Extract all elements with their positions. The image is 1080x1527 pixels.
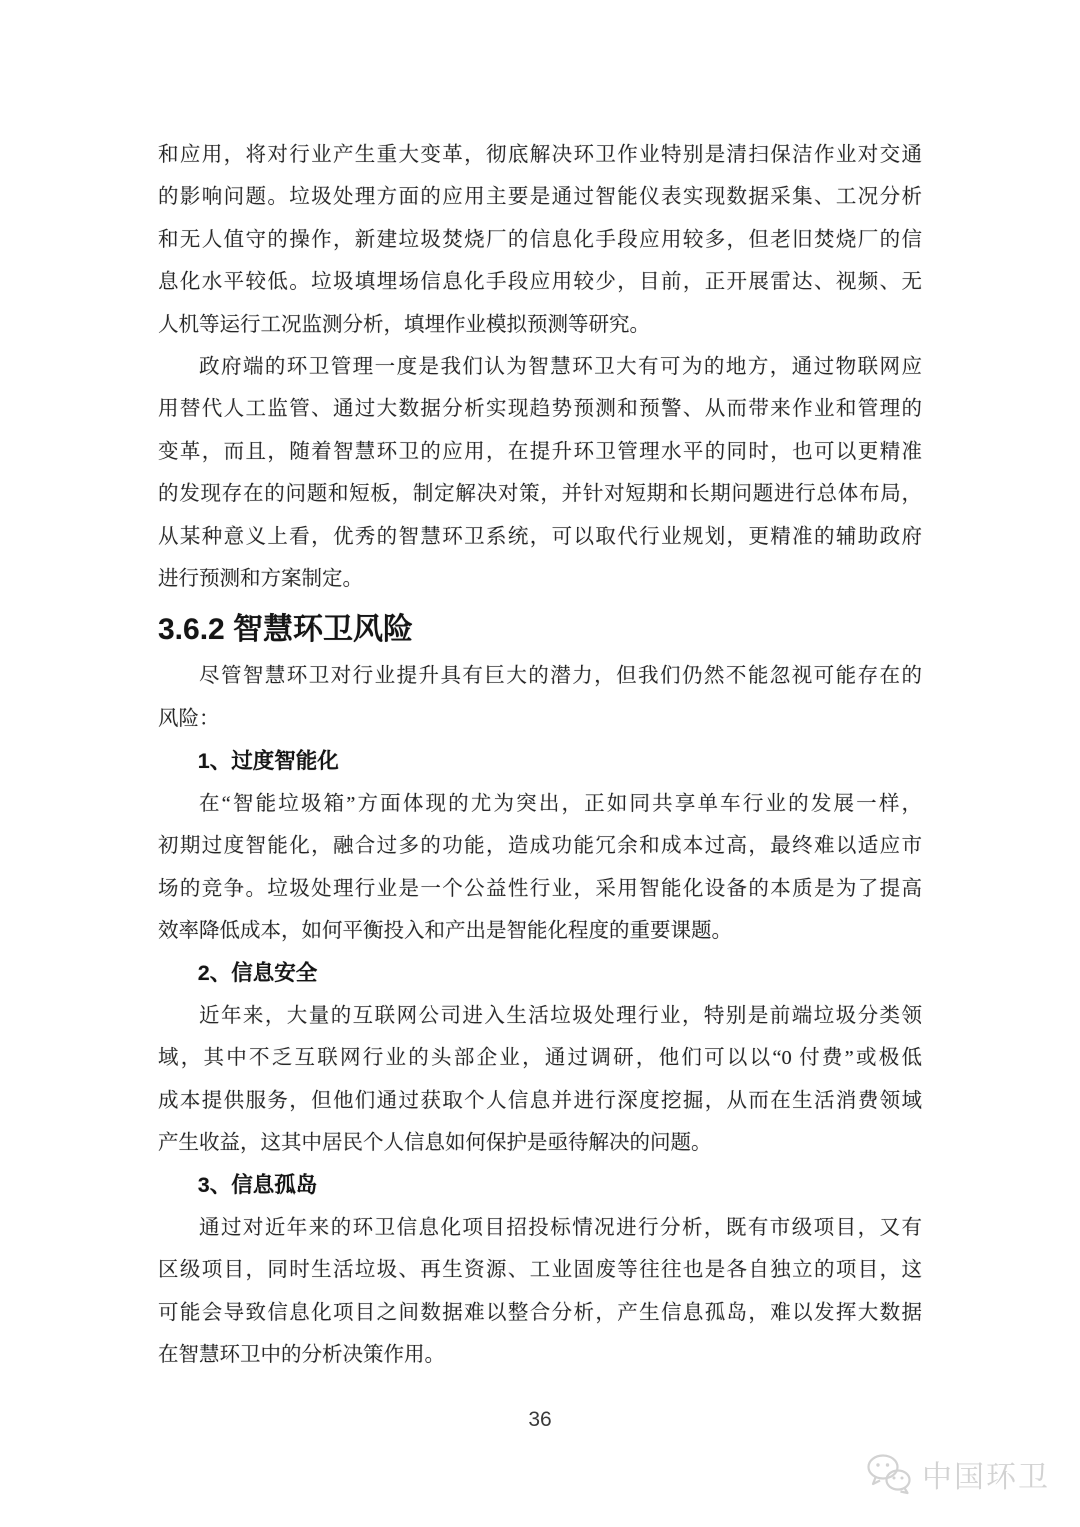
- body-line: 初期过度智能化，融合过多的功能，造成功能冗余和成本过高，最终难以适应市: [158, 835, 922, 858]
- body-line: 可能会导致信息化项目之间数据难以整合分析，产生信息孤岛，难以发挥大数据: [158, 1301, 922, 1324]
- wechat-icon: [865, 1452, 913, 1496]
- subheading-risk-3: 3、信息孤岛: [197, 1173, 318, 1198]
- body-line: 域，其中不乏互联网行业的头部企业，通过调研，他们可以以“0 付费”或极低: [158, 1047, 922, 1070]
- body-line: 尽管智慧环卫对行业提升具有巨大的潜力，但我们仍然不能忽视可能存在的: [199, 665, 922, 688]
- body-line: 风险：: [158, 707, 220, 730]
- section-heading: 3.6.2 智慧环卫风险: [158, 613, 414, 647]
- page-number: 36: [528, 1408, 552, 1431]
- body-line: 通过对近年来的环卫信息化项目招投标情况进行分析，既有市级项目，又有: [199, 1216, 922, 1239]
- body-line: 从某种意义上看，优秀的智慧环卫系统，可以取代行业规划，更精准的辅助政府: [158, 525, 922, 548]
- body-line: 息化水平较低。垃圾填埋场信息化手段应用较少，目前，正开展雷达、视频、无: [158, 271, 922, 294]
- body-line: 的影响问题。垃圾处理方面的应用主要是通过智能仪表实现数据采集、工况分析: [158, 186, 922, 209]
- body-line: 和无人值守的操作，新建垃圾焚烧厂的信息化手段应用较多，但老旧焚烧厂的信: [158, 228, 922, 251]
- body-line: 变革，而且，随着智慧环卫的应用，在提升环卫管理水平的同时，也可以更精准: [158, 440, 922, 463]
- page-content: [158, 134, 922, 1376]
- body-line: 在智慧环卫中的分析决策作用。: [158, 1343, 445, 1366]
- subheading-risk-2: 2、信息安全: [197, 961, 318, 986]
- brand-watermark: [865, 1452, 1050, 1496]
- brand-name: 中国环卫: [922, 1461, 1050, 1494]
- body-line: 政府端的环卫管理一度是我们认为智慧环卫大有可为的地方，通过物联网应: [199, 356, 922, 379]
- body-line: 用替代人工监管、通过大数据分析实现趋势预测和预警、从而带来作业和管理的: [158, 398, 922, 421]
- body-line: 场的竞争。垃圾处理行业是一个公益性行业，采用智能化设备的本质是为了提高: [158, 877, 922, 900]
- body-line: 人机等运行工况监测分析，填埋作业模拟预测等研究。: [158, 313, 650, 336]
- body-line: 的发现存在的问题和短板，制定解决对策，并针对短期和长期问题进行总体布局，: [158, 483, 922, 506]
- body-line: 产生收益，这其中居民个人信息如何保护是亟待解决的问题。: [158, 1131, 712, 1154]
- body-line: 效率降低成本，如何平衡投入和产出是智能化程度的重要课题。: [158, 919, 732, 942]
- body-line: 成本提供服务，但他们通过获取个人信息并进行深度挖掘，从而在生活消费领域: [158, 1089, 922, 1112]
- body-line: 进行预测和方案制定。: [158, 568, 363, 591]
- body-line: 在“智能垃圾箱”方面体现的尤为突出，正如同共享单车行业的发展一样，: [199, 792, 922, 815]
- body-line: 和应用，将对行业产生重大变革，彻底解决环卫作业特别是清扫保洁作业对交通: [158, 144, 922, 166]
- body-line: 区级项目，同时生活垃圾、再生资源、工业固废等往往也是各自独立的项目，这: [158, 1259, 922, 1282]
- subheading-risk-1: 1、过度智能化: [197, 749, 339, 774]
- body-line: 近年来，大量的互联网公司进入生活垃圾处理行业，特别是前端垃圾分类领: [199, 1004, 922, 1027]
